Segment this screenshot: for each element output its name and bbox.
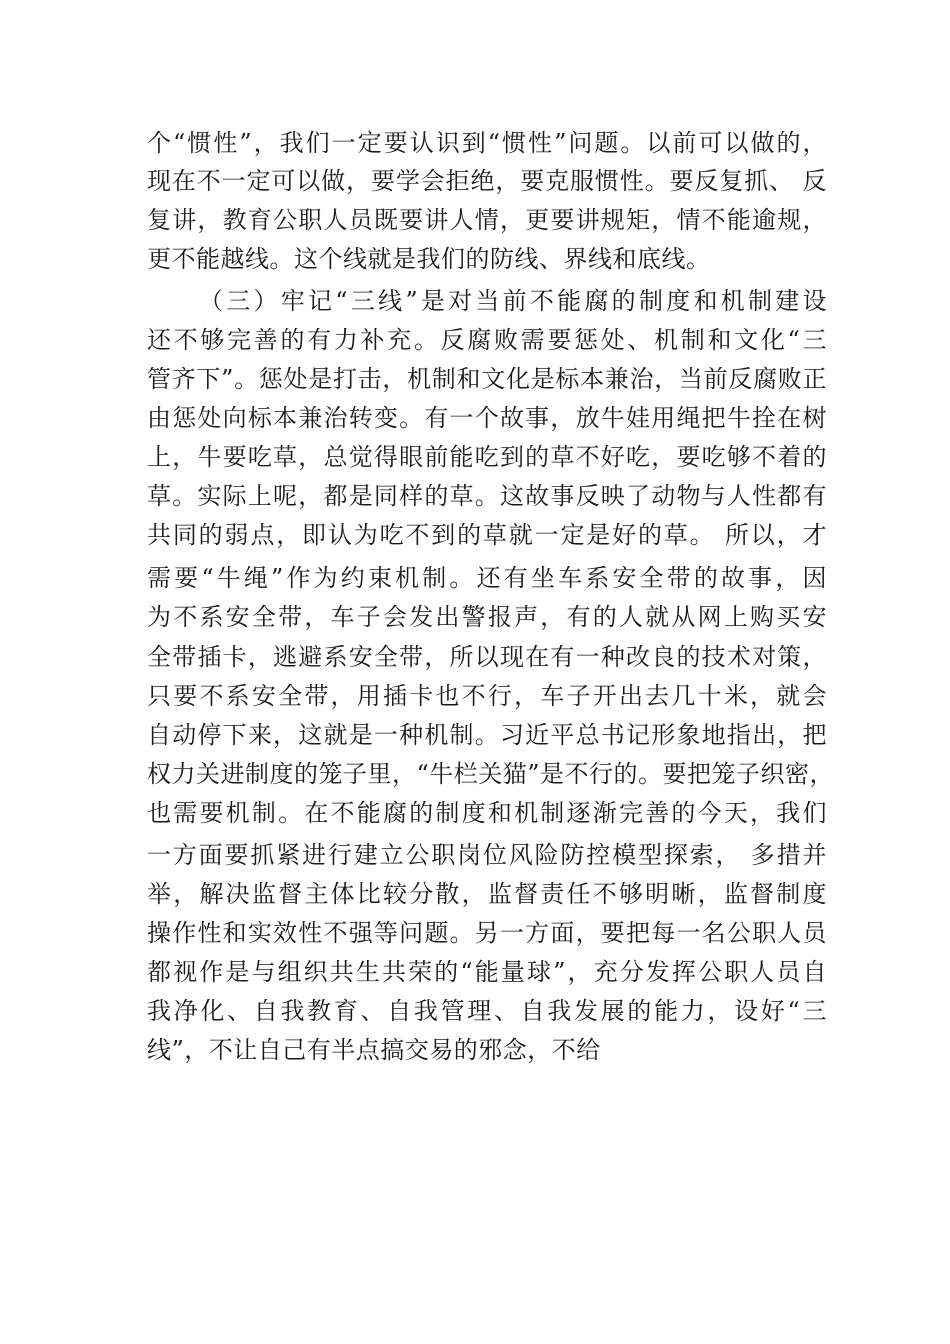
text-line: 为不系安全带，车子会发出警报声，有的人就从网上购买安 bbox=[147, 603, 827, 631]
text-line: 共同的弱点，即认为吃不到的草就一定是好的草。 所以，才 bbox=[147, 521, 827, 549]
section-heading-line: （三）牢记“三线”是对当前不能腐的制度和机制建设 bbox=[199, 287, 827, 315]
text-line: 复讲，教育公职人员既要讲人情，更要讲规矩，情不能逾规， bbox=[147, 206, 827, 234]
text-line: 一方面要抓紧进行建立公职岗位风险防控模型探索， 多措并 bbox=[147, 841, 827, 869]
text-line: 线”，不让自己有半点搞交易的邪念，不给 bbox=[147, 1036, 601, 1064]
text-line: 还不够完善的有力补充。反腐败需要惩处、机制和文化“三 bbox=[147, 326, 827, 354]
text-line: 更不能越线。这个线就是我们的防线、界线和底线。 bbox=[147, 245, 711, 273]
text-line: 操作性和实效性不强等问题。另一方面，要把每一名公职人员 bbox=[147, 919, 827, 947]
text-line: 权力关进制度的笼子里，“牛栏关猫”是不行的。要把笼子织密， bbox=[147, 760, 835, 788]
text-line: 个“惯性”，我们一定要认识到“惯性”问题。以前可以做的， bbox=[147, 129, 827, 157]
text-line: 草。实际上呢，都是同样的草。这故事反映了动物与人性都有 bbox=[147, 482, 827, 510]
text-line: 上，牛要吃草，总觉得眼前能吃到的草不好吃，要吃够不着的 bbox=[147, 443, 827, 471]
text-line: 我净化、自我教育、自我管理、自我发展的能力，设好“三 bbox=[147, 997, 827, 1025]
text-line: 也需要机制。在不能腐的制度和机制逐渐完善的今天，我们 bbox=[147, 799, 827, 827]
text-line: 现在不一定可以做，要学会拒绝，要克服惯性。要反复抓、 反 bbox=[147, 167, 827, 195]
text-line: 举，解决监督主体比较分散，监督责任不够明晰，监督制度 bbox=[147, 880, 827, 908]
text-line: 管齐下”。惩处是打击，机制和文化是标本兼治，当前反腐败正 bbox=[147, 365, 827, 393]
text-line: 都视作是与组织共生共荣的“能量球”，充分发挥公职人员自 bbox=[147, 958, 827, 986]
text-line: 由惩处向标本兼治转变。有一个故事，放牛娃用绳把牛拴在树 bbox=[147, 404, 827, 432]
text-line: 自动停下来，这就是一种机制。习近平总书记形象地指出，把 bbox=[147, 721, 827, 749]
text-line: 只要不系安全带，用插卡也不行，车子开出去几十米，就会 bbox=[147, 682, 827, 710]
text-line: 需要“牛绳”作为约束机制。还有坐车系安全带的故事，因 bbox=[147, 564, 827, 592]
text-line: 全带插卡，逃避系安全带，所以现在有一种改良的技术对策， bbox=[147, 643, 827, 671]
